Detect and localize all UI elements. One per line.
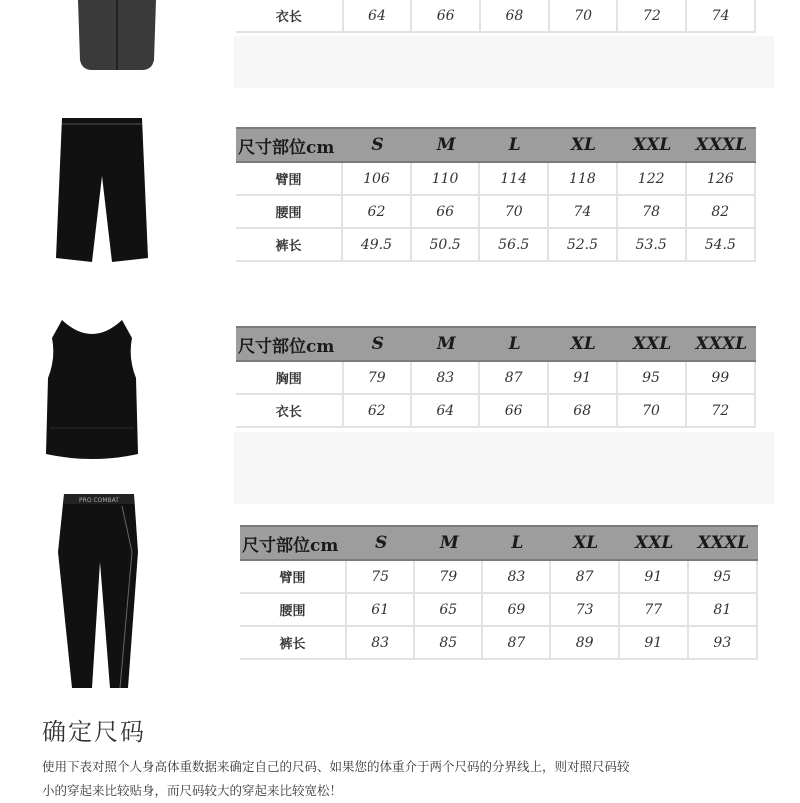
size-header: XXL xyxy=(618,127,687,163)
table-cell: 74 xyxy=(687,0,756,33)
table-cell: 62 xyxy=(344,395,412,428)
row-label: 臂围 xyxy=(236,163,343,196)
row-label: 衣长 xyxy=(236,0,344,33)
table-cell: 89 xyxy=(551,627,619,660)
leggings-brand-text: PRO COMBAT xyxy=(79,497,119,504)
size-header: XL xyxy=(549,127,618,163)
table-cell: 83 xyxy=(483,561,551,594)
header-label: 尺寸部位cm xyxy=(240,525,347,561)
table-cell: 79 xyxy=(344,362,412,395)
table-cell: 64 xyxy=(344,0,413,33)
table-row xyxy=(240,594,758,627)
table-cell: 87 xyxy=(551,561,619,594)
size-header: L xyxy=(480,326,548,362)
table-cell: 75 xyxy=(347,561,415,594)
table-header-row xyxy=(240,525,758,561)
table-cell: 72 xyxy=(618,0,687,33)
table-shadow xyxy=(234,36,774,88)
table-cell: 87 xyxy=(483,627,551,660)
header-label: 尺寸部位cm xyxy=(236,127,343,163)
table-row xyxy=(236,196,756,229)
table-cell: 70 xyxy=(618,395,687,428)
size-header: XL xyxy=(551,525,619,561)
size-header: S xyxy=(347,525,415,561)
table-cell: 64 xyxy=(412,395,480,428)
table-row xyxy=(236,395,756,428)
table-cell: 68 xyxy=(549,395,618,428)
size-header: M xyxy=(412,127,481,163)
table-cell: 91 xyxy=(620,627,689,660)
table-cell: 83 xyxy=(412,362,480,395)
table-cell: 110 xyxy=(412,163,481,196)
table-row xyxy=(236,362,756,395)
row-label: 裤长 xyxy=(240,627,347,660)
size-header: XXXL xyxy=(687,326,756,362)
table-cell: 91 xyxy=(620,561,689,594)
table-cell: 70 xyxy=(550,0,619,33)
table-cell: 62 xyxy=(343,196,412,229)
shorts-image xyxy=(54,116,150,266)
table-cell: 93 xyxy=(689,627,758,660)
size-header: XXXL xyxy=(689,525,758,561)
size-header: L xyxy=(480,127,549,163)
row-label: 臂围 xyxy=(240,561,347,594)
size-guide-line-1: 使用下表对照个人身高体重数据来确定自己的尺码、如果您的体重介于两个尺码的分界线上，则对照尺码较 xyxy=(42,759,630,774)
table-cell: 122 xyxy=(618,163,687,196)
table-cell: 77 xyxy=(620,594,689,627)
size-table-leggings xyxy=(240,525,758,660)
table-row xyxy=(236,0,756,33)
table-cell: 61 xyxy=(347,594,415,627)
size-guide-line-2: 小的穿起来比较贴身，而尺码较大的穿起来比较宽松！ xyxy=(42,783,343,798)
table-cell: 83 xyxy=(347,627,415,660)
table-cell: 95 xyxy=(689,561,758,594)
table-cell: 74 xyxy=(549,196,618,229)
size-table-shirt xyxy=(236,0,756,33)
header-label: 尺寸部位cm xyxy=(236,326,344,362)
size-header: XL xyxy=(549,326,618,362)
table-cell: 53.5 xyxy=(618,229,687,262)
table-cell: 82 xyxy=(687,196,756,229)
table-cell: 49.5 xyxy=(343,229,412,262)
table-cell: 126 xyxy=(687,163,756,196)
row-label: 裤长 xyxy=(236,229,343,262)
leggings-image xyxy=(52,492,144,692)
shirt-image xyxy=(72,0,162,72)
row-label: 胸围 xyxy=(236,362,344,395)
table-cell: 79 xyxy=(415,561,483,594)
size-table-shorts xyxy=(236,127,756,262)
table-cell: 65 xyxy=(415,594,483,627)
table-cell: 54.5 xyxy=(687,229,756,262)
table-row xyxy=(236,229,756,262)
size-header: M xyxy=(415,525,483,561)
table-shadow xyxy=(234,432,774,504)
size-header: XXL xyxy=(620,525,689,561)
table-cell: 114 xyxy=(480,163,549,196)
table-cell: 78 xyxy=(618,196,687,229)
table-cell: 66 xyxy=(412,196,481,229)
table-cell: 99 xyxy=(687,362,756,395)
table-cell: 68 xyxy=(481,0,550,33)
table-cell: 56.5 xyxy=(480,229,549,262)
row-label: 腰围 xyxy=(240,594,347,627)
table-row xyxy=(240,627,758,660)
size-table-tank xyxy=(236,326,756,428)
table-cell: 95 xyxy=(618,362,687,395)
size-guide-title: 确定尺码 xyxy=(42,718,146,746)
row-label: 腰围 xyxy=(236,196,343,229)
table-cell: 69 xyxy=(483,594,551,627)
table-header-row xyxy=(236,326,756,362)
table-cell: 85 xyxy=(415,627,483,660)
size-header: M xyxy=(412,326,480,362)
size-section-shirt xyxy=(0,0,800,100)
size-header: S xyxy=(343,127,412,163)
size-header: XXXL xyxy=(687,127,756,163)
table-cell: 50.5 xyxy=(412,229,481,262)
table-row xyxy=(236,163,756,196)
size-header: L xyxy=(483,525,551,561)
table-cell: 118 xyxy=(549,163,618,196)
table-cell: 87 xyxy=(480,362,548,395)
table-header-row xyxy=(236,127,756,163)
size-header: S xyxy=(344,326,412,362)
table-cell: 91 xyxy=(549,362,618,395)
table-cell: 81 xyxy=(689,594,758,627)
size-header: XXL xyxy=(618,326,687,362)
table-cell: 66 xyxy=(412,0,481,33)
table-cell: 70 xyxy=(480,196,549,229)
table-cell: 66 xyxy=(480,395,548,428)
table-cell: 73 xyxy=(551,594,619,627)
table-cell: 52.5 xyxy=(549,229,618,262)
row-label: 衣长 xyxy=(236,395,344,428)
table-cell: 106 xyxy=(343,163,412,196)
table-row xyxy=(240,561,758,594)
table-cell: 72 xyxy=(687,395,756,428)
tank-top-image xyxy=(40,318,144,464)
